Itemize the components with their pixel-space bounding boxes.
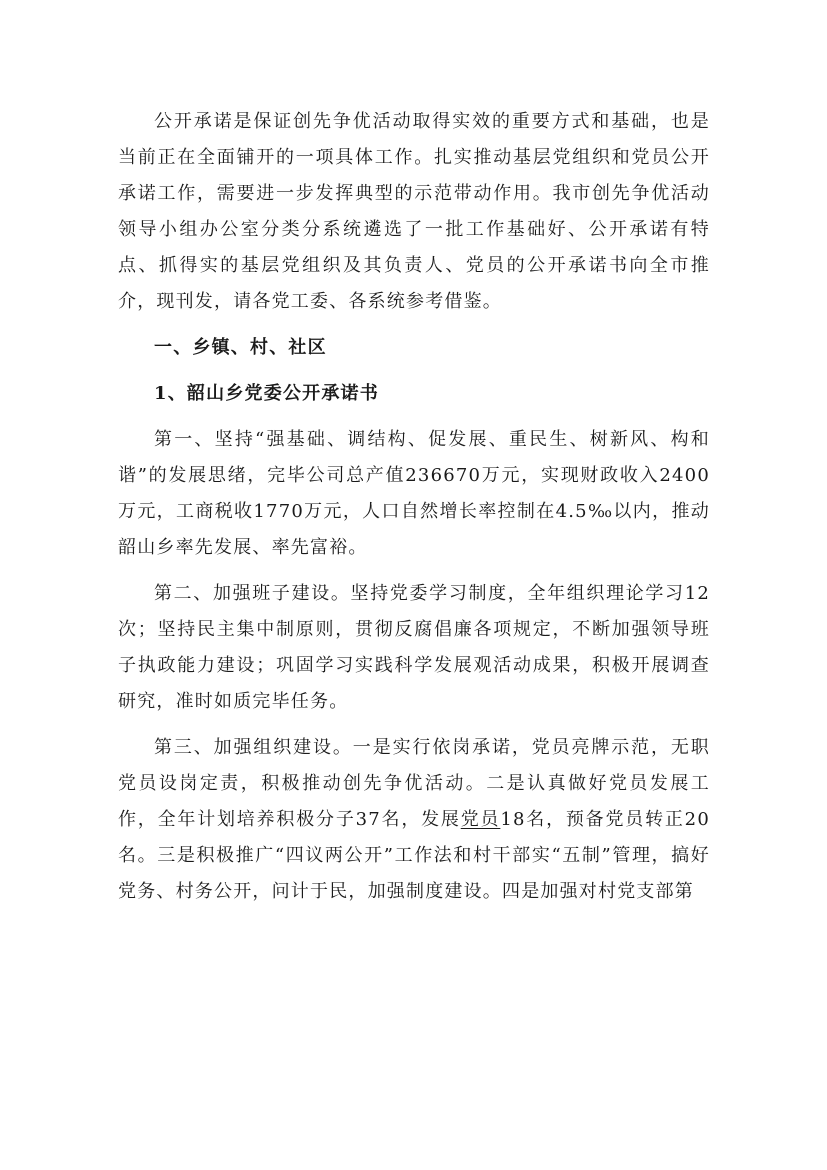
sub-heading: 1、韶山乡党委公开承诺书 (154, 383, 379, 404)
section-heading: 一、乡镇、村、社区 (154, 337, 327, 358)
paragraph-3 (118, 730, 710, 910)
paragraph-3-part-a: 第三、加强组织建设。一是实行依岗承诺，党员亮牌示范，无职党员设岗定责，积极推动创先争优活动。二是认真做好党员发展工作，全年计划培养积极分子37名，发展 (118, 737, 710, 830)
intro-paragraph: 公开承诺是保证创先争优活动取得实效的重要方式和基础，也是当前正在全面铺开的一项具体工作。扎实推动基层党组织和党员公开承诺工作，需要进一步发挥典型的示范带动作用。我市创先争优活动领导小组办公室分类分系统遴选了一批工作基础好、公开承诺有特点、抓得实的基层党组织及其负责人、党员的公开承诺书向全市推介，现刊发，请各党工委、各系统参考借鉴。 (118, 111, 710, 312)
document-body (118, 104, 710, 920)
paragraph-1: 第一、坚持“强基础、调结构、促发展、重民生、树新风、构和谐”的发展思绪，完毕公司总产值236670万元，实现财政收入2400万元，工商税收1770万元，人口自然增长率控制在4.5‰以内，推动韶山乡率先发展、率先富裕。 (118, 429, 710, 558)
paragraph-3-part-b: 18名，预备党员转正20名。三是积极推广“四议两公开”工作法和村干部实“五制”管理，搞好党务、村务公开，问计于民，加强制度建设。四是加强对村党支部第 (118, 809, 710, 902)
underlined-word: 党员 (460, 809, 501, 830)
paragraph-2: 第二、加强班子建设。坚持党委学习制度，全年组织理论学习12次；坚持民主集中制原则，贯彻反腐倡廉各项规定，不断加强领导班子执政能力建设；巩固学习实践科学发展观活动成果，积极开展调查研究，准时如质完毕任务。 (118, 583, 710, 712)
